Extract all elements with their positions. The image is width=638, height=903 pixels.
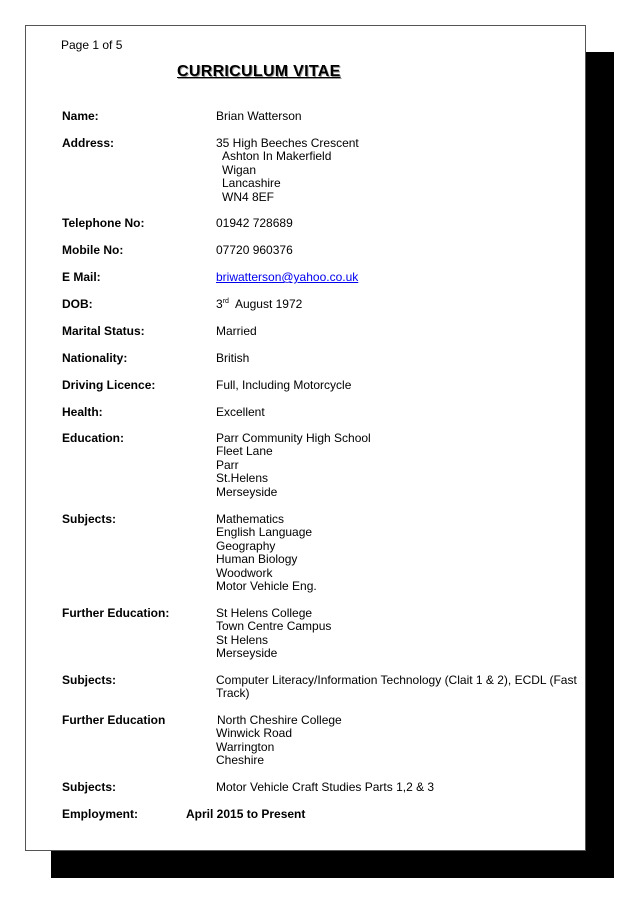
- subjects-label: Subjects:: [62, 780, 117, 794]
- further-education-value: [216, 714, 586, 768]
- document-page: [25, 25, 586, 851]
- health-value: Excellent: [216, 405, 265, 419]
- subjects-label: Subjects:: [62, 673, 117, 687]
- education-value: [216, 432, 586, 499]
- telephone-label: Telephone No:: [62, 216, 145, 230]
- further-education-label: Further Education:: [62, 606, 170, 620]
- address-line: Wigan: [222, 162, 257, 177]
- further-education-line: Cheshire: [216, 753, 265, 768]
- education-line: Merseyside: [216, 484, 278, 499]
- address-label: Address:: [62, 136, 115, 150]
- further-education-line: Winwick Road: [216, 726, 293, 741]
- document-title: CURRICULUM VITAE: [177, 63, 341, 80]
- further-education-line: Town Centre Campus: [216, 619, 332, 634]
- name-label: Name:: [62, 109, 99, 123]
- page-number: Page 1 of 5: [61, 38, 123, 52]
- further-education-line: St Helens College: [216, 606, 313, 620]
- mobile-value: 07720 960376: [216, 243, 293, 257]
- education-label: Education:: [62, 431, 124, 445]
- subjects-label: Subjects:: [62, 512, 117, 526]
- subject-item: Mathematics: [216, 512, 285, 526]
- nationality-value: British: [216, 351, 250, 365]
- further-education-line: Warrington: [216, 739, 275, 754]
- dob-suffix: rd: [222, 298, 229, 305]
- employment-label: Employment:: [62, 807, 139, 821]
- education-line: St.Helens: [216, 471, 269, 486]
- marital-label: Marital Status:: [62, 324, 145, 338]
- health-label: Health:: [62, 405, 103, 419]
- further-education-line: Merseyside: [216, 646, 278, 661]
- subjects-value: Motor Vehicle Craft Studies Parts 1,2 & 3: [216, 780, 435, 794]
- further-education-line: St Helens: [216, 632, 269, 647]
- dob-label: DOB:: [62, 297, 93, 311]
- address-line: Lancashire: [222, 176, 281, 191]
- education-line: Fleet Lane: [216, 444, 273, 459]
- email-link[interactable]: briwatterson@yahoo.co.uk: [216, 270, 359, 284]
- subjects-value: [216, 513, 586, 593]
- marital-value: Married: [216, 324, 257, 338]
- dob-value: [216, 298, 586, 311]
- address-line: 35 High Beeches Crescent: [216, 136, 359, 150]
- education-line: Parr: [216, 457, 239, 472]
- further-education-line: North Cheshire College: [217, 713, 342, 727]
- subjects-value: Computer Literacy/Information Technology (Clait 1 & 2), ECDL (Fast Track): [216, 673, 577, 701]
- employment-value: April 2015 to Present: [186, 807, 306, 821]
- address-line: WN4 8EF: [222, 189, 275, 204]
- address-line: Ashton In Makerfield: [222, 149, 332, 164]
- further-education-value: [216, 607, 586, 661]
- telephone-value: 01942 728689: [216, 216, 293, 230]
- nationality-label: Nationality:: [62, 351, 128, 365]
- subject-item: Motor Vehicle Eng.: [216, 579, 317, 594]
- further-education-label: Further Education: [62, 713, 166, 727]
- subject-item: Woodwork: [216, 565, 273, 580]
- email-label: E Mail:: [62, 270, 101, 284]
- driving-value: Full, Including Motorcycle: [216, 378, 352, 392]
- subject-item: Geography: [216, 538, 276, 553]
- name-value: Brian Watterson: [216, 109, 302, 123]
- address-value: [216, 137, 586, 204]
- driving-label: Driving Licence:: [62, 378, 156, 392]
- mobile-label: Mobile No:: [62, 243, 124, 257]
- education-line: Parr Community High School: [216, 431, 371, 445]
- subject-item: English Language: [216, 525, 313, 540]
- subject-item: Human Biology: [216, 552, 298, 567]
- dob-day: 3: [216, 297, 223, 311]
- dob-month-year: August 1972: [234, 297, 303, 311]
